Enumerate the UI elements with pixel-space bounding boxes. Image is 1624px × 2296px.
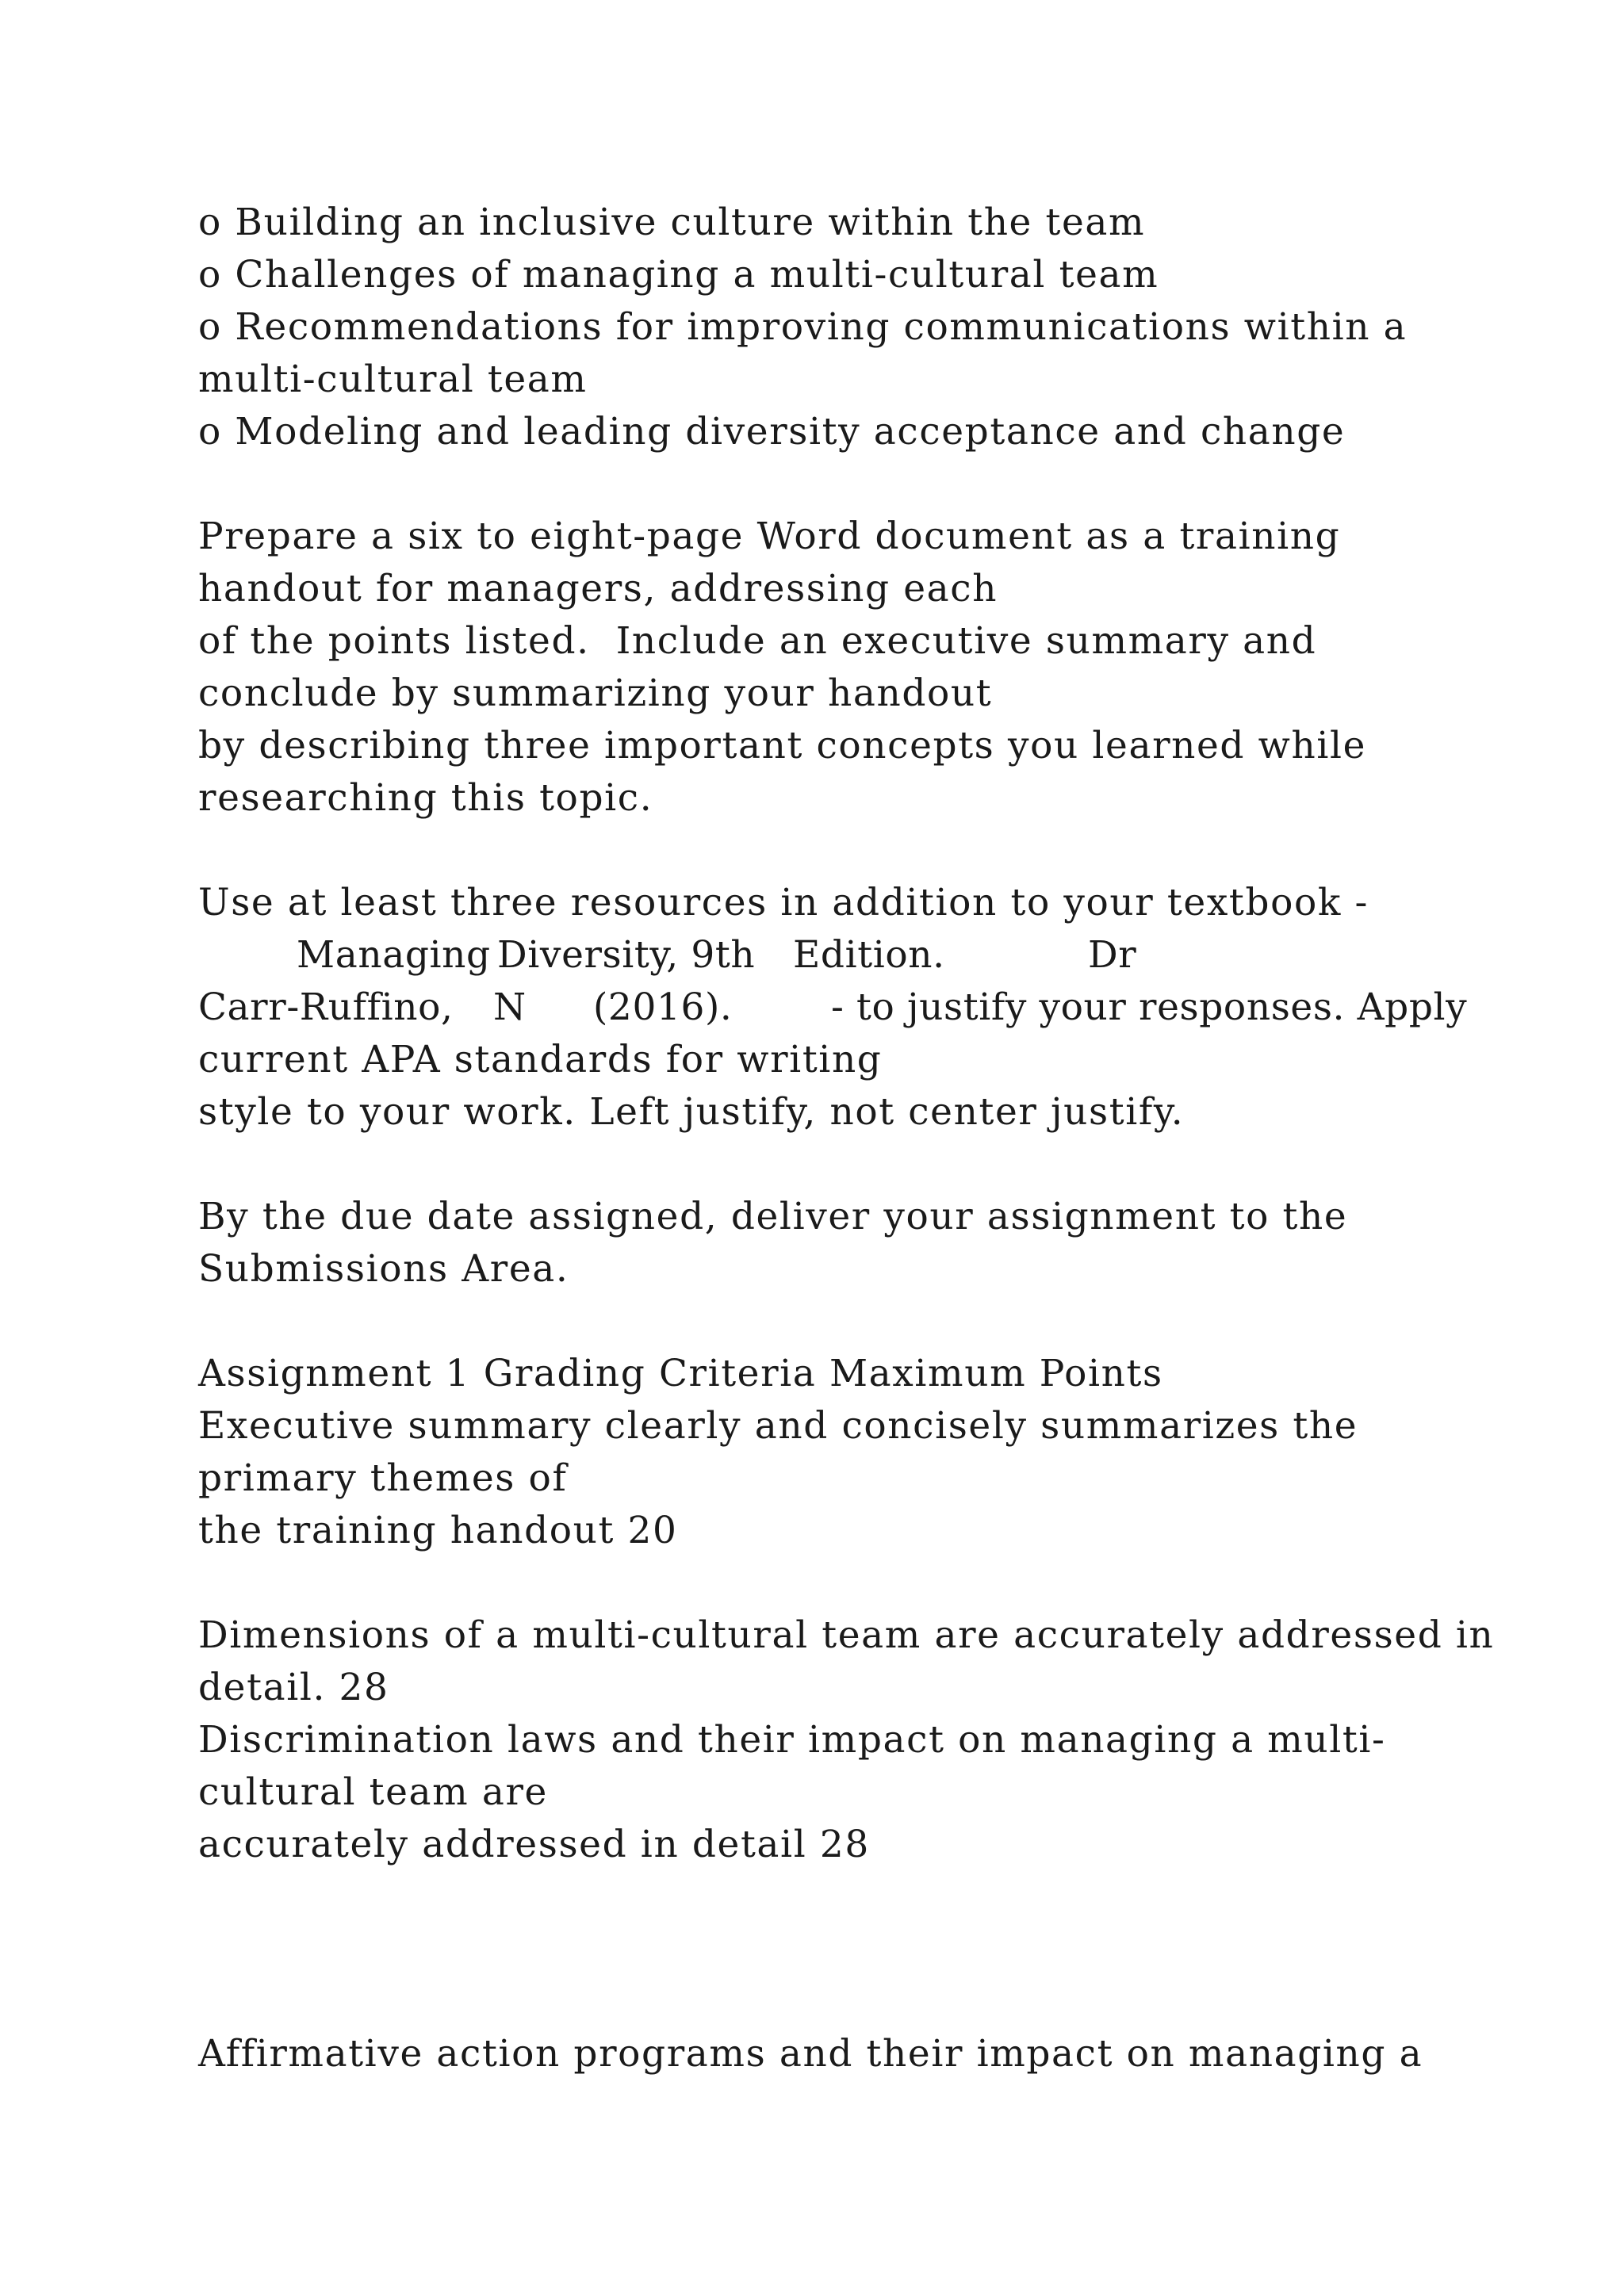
criteria-line: Dimensions of a multi-cultural team are accurately addressed in (198, 1613, 1495, 1657)
bullet-challenges: o Challenges of managing a multi-cultural team (198, 253, 1159, 297)
grading-line: Executive summary clearly and concisely summarizes the (198, 1404, 1358, 1448)
textbook-author-initial: N (493, 985, 527, 1029)
textbook-edition-number: Diversity, 9th (497, 933, 756, 977)
textbook-author-name: Carr-Ruffino, (198, 985, 454, 1029)
due-line: By the due date assigned, deliver your assignment to the (198, 1195, 1348, 1238)
affirmative-action-line: Affirmative action programs and their impact on managing a (198, 2032, 1423, 2076)
resources-line: Use at least three resources in addition to your textbook - (198, 881, 1369, 924)
bullet-modeling: o Modeling and leading diversity acceptance and change (198, 410, 1346, 453)
prepare-line: handout for managers, addressing each (198, 567, 998, 610)
bullet-recommendations: o Recommendations for improving communications within a (198, 305, 1408, 349)
grading-heading: Assignment 1 Grading Criteria Maximum Points (198, 1352, 1163, 1395)
grading-line: primary themes of (198, 1456, 568, 1500)
prepare-line: of the points listed. Include an executive summary and (198, 619, 1317, 663)
criteria-line: cultural team are (198, 1770, 548, 1814)
due-line: Submissions Area. (198, 1247, 569, 1291)
bullet-inclusive-culture: o Building an inclusive culture within the team (198, 201, 1146, 244)
textbook-edition-label: Edition. (793, 933, 945, 977)
textbook-year: (2016). (593, 985, 733, 1029)
grading-line: the training handout 20 (198, 1509, 678, 1552)
resources-line: style to your work. Left justify, not center justify. (198, 1090, 1185, 1134)
prepare-line: Prepare a six to eight-page Word document as a training (198, 515, 1341, 558)
bullet-recommendations-cont: multi-cultural team (198, 358, 588, 401)
prepare-line: researching this topic. (198, 776, 653, 820)
resources-justify-text: - to justify your responses. Apply (831, 985, 1468, 1029)
textbook-title-word: Managing (297, 933, 491, 977)
textbook-author-title: Dr (1088, 933, 1137, 977)
criteria-line: Discrimination laws and their impact on managing a multi- (198, 1718, 1386, 1762)
resources-line: current APA standards for writing (198, 1038, 883, 1081)
prepare-line: by describing three important concepts you learned while (198, 724, 1367, 767)
criteria-line: accurately addressed in detail 28 (198, 1823, 870, 1866)
criteria-line: detail. 28 (198, 1666, 389, 1709)
prepare-line: conclude by summarizing your handout (198, 672, 993, 715)
